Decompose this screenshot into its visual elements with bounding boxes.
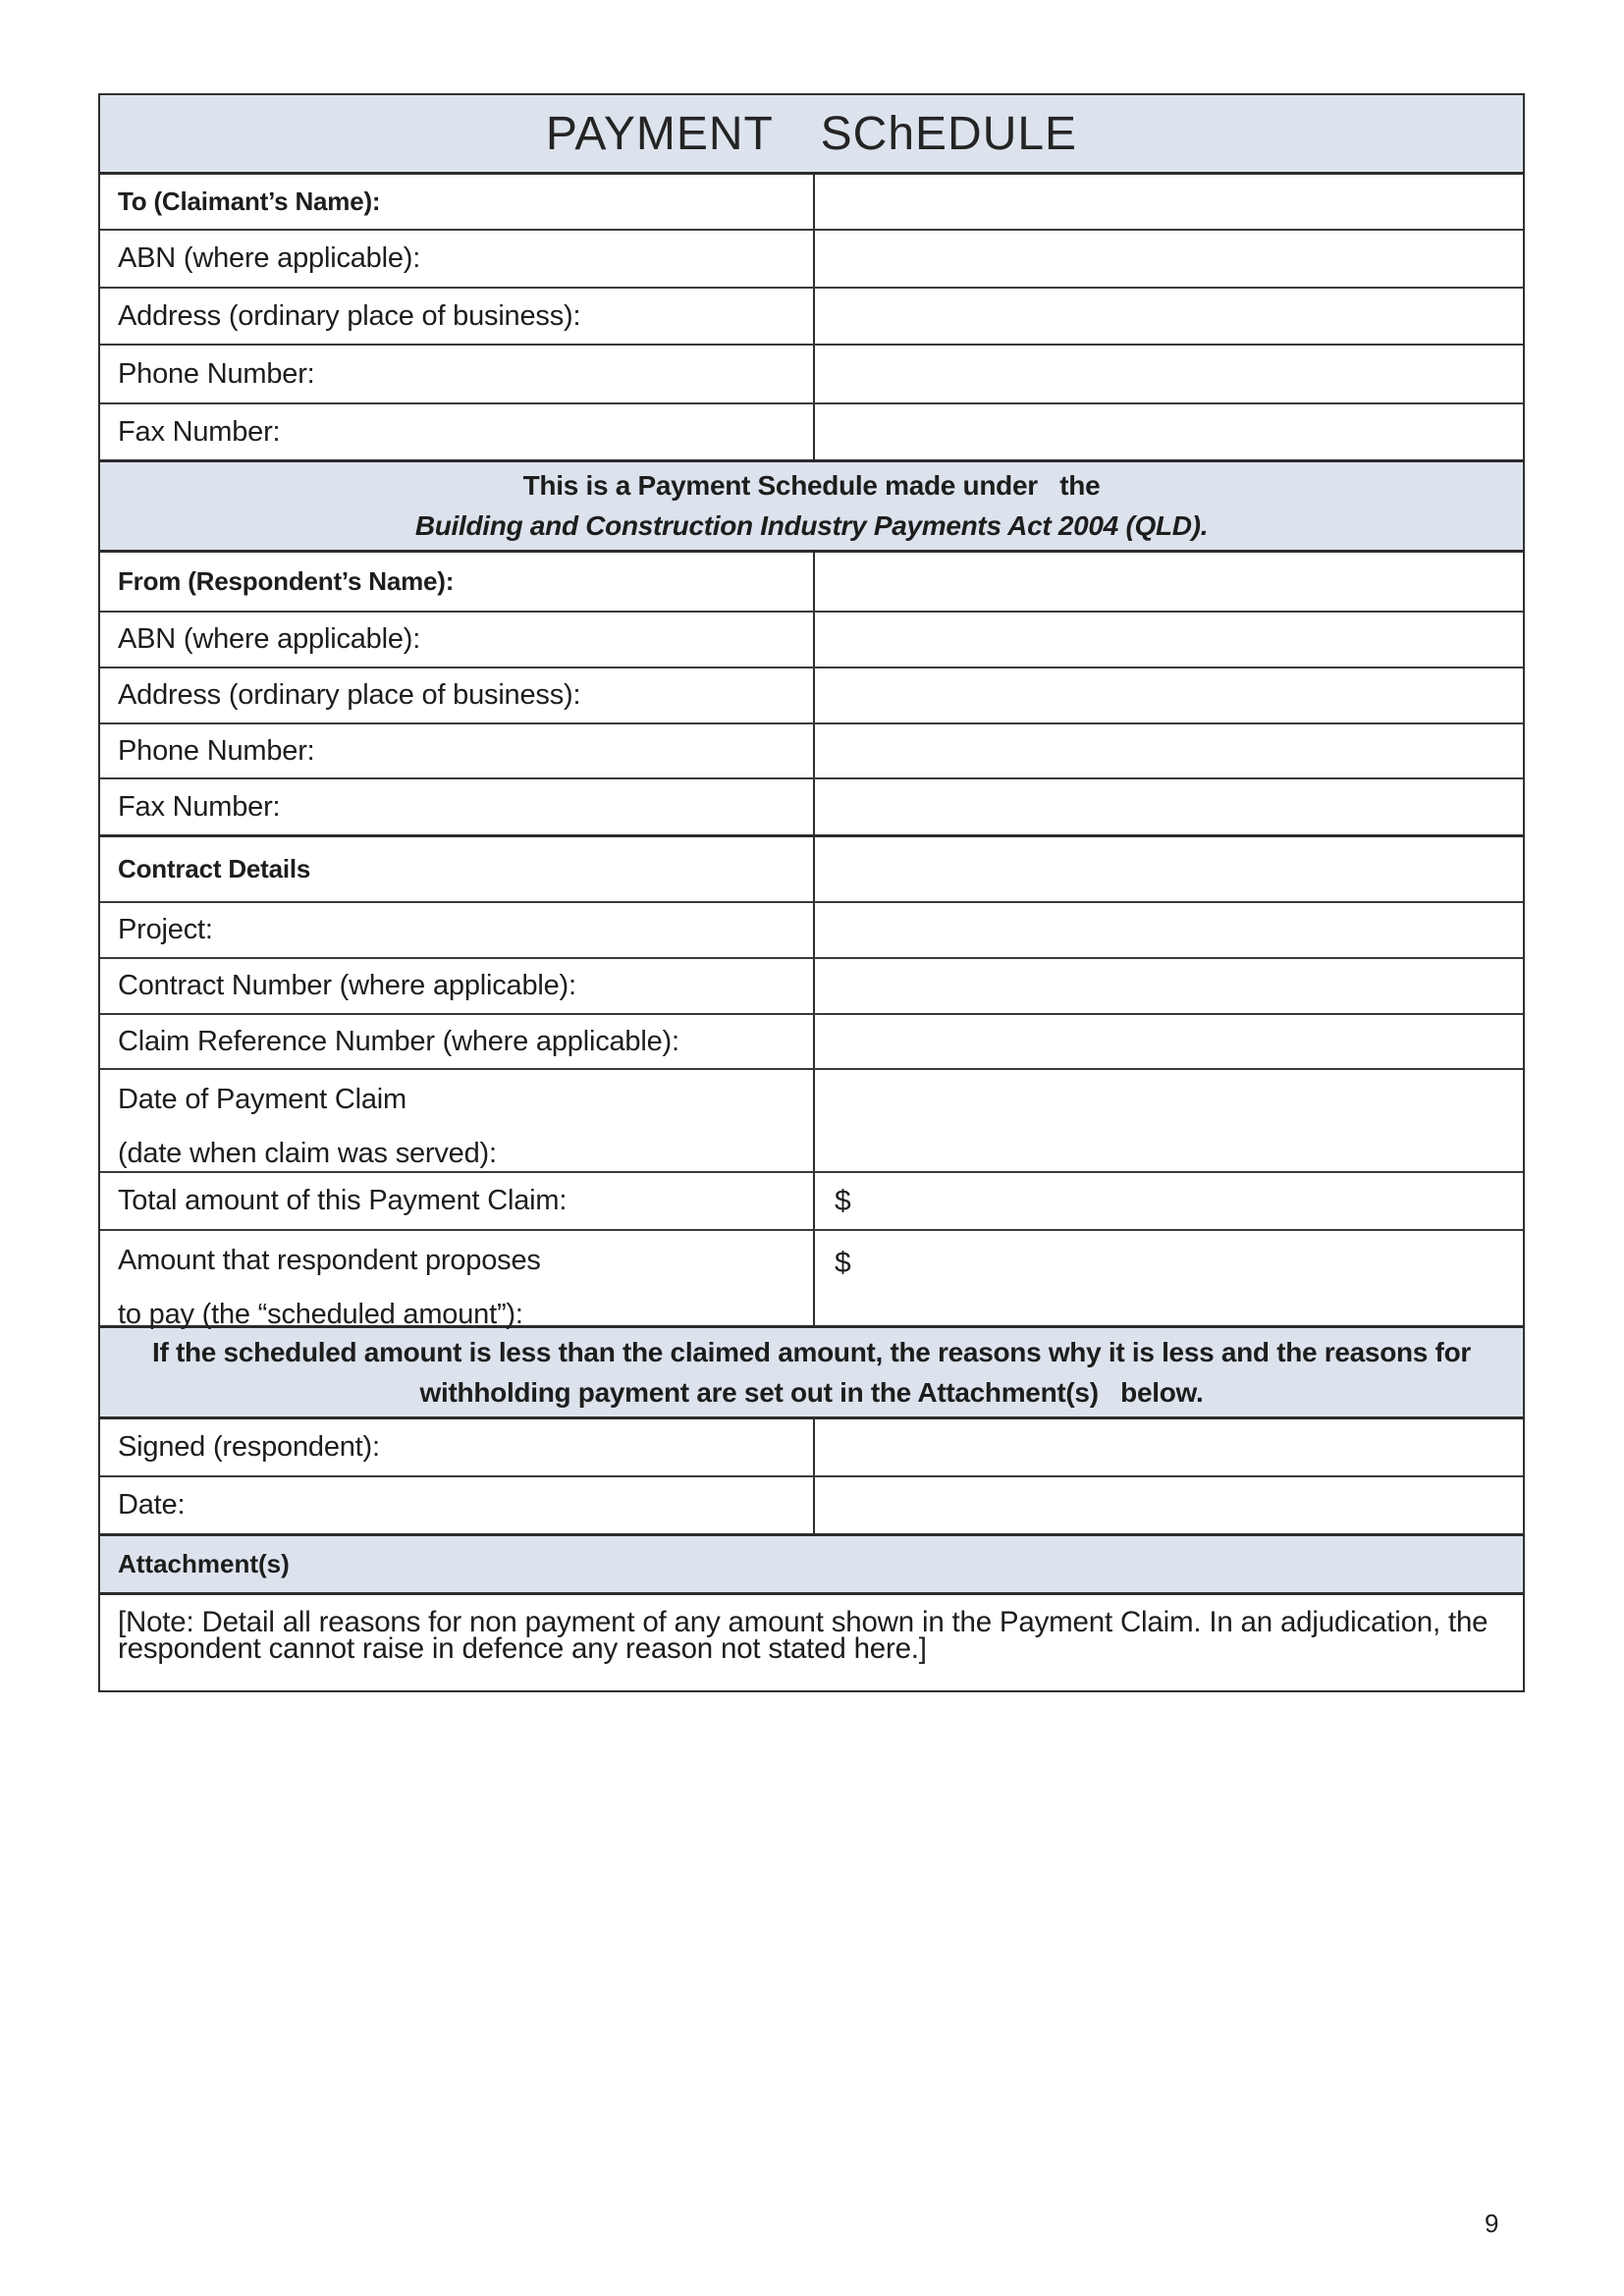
date-label: Date: <box>118 1489 186 1521</box>
respondent-name-input[interactable] <box>813 553 1523 611</box>
respondent-name-row <box>100 550 1523 611</box>
claim-date-label-line1: Date of Payment Claim <box>118 1084 406 1115</box>
contract-number-label: Contract Number (where applicable): <box>118 970 576 1001</box>
attachments-note: [Note: Detail all reasons for non payment of any amount shown in the Payment Claim. In an adjudication, the respondent cannot raise in defence any reason not stated here.] <box>118 1606 1489 1666</box>
claimant-address-row <box>100 287 1523 344</box>
attachments-header-row <box>100 1533 1523 1592</box>
respondent-phone-label: Phone Number: <box>118 734 315 767</box>
contract-details-header-row <box>100 834 1523 901</box>
respondent-fax-row <box>100 777 1523 834</box>
act-banner-row <box>100 459 1523 550</box>
dollar-sign: $ <box>835 1247 851 1279</box>
signed-label: Signed (respondent): <box>118 1431 380 1463</box>
contract-number-row <box>100 957 1523 1013</box>
project-label: Project: <box>118 914 213 945</box>
reasons-banner-line1: If the scheduled amount is less than the claimed amount, the reasons why it is less and the reasons for <box>151 1336 1471 1367</box>
contract-details-header: Contract Details <box>118 854 311 883</box>
contract-details-input[interactable] <box>813 837 1523 901</box>
contract-number-input[interactable] <box>813 959 1523 1013</box>
respondent-abn-label: ABN (where applicable): <box>118 623 421 655</box>
claimant-abn-input[interactable] <box>813 231 1523 287</box>
claimant-name-label: To (Claimant’s Name): <box>118 187 381 216</box>
form-title: PAYMENT SChEDULE <box>545 107 1078 160</box>
claim-reference-row <box>100 1013 1523 1068</box>
respondent-address-row <box>100 667 1523 722</box>
claimant-fax-input[interactable] <box>813 404 1523 459</box>
scheduled-amount-label-line1: Amount that respondent proposes <box>118 1245 541 1276</box>
project-row <box>100 901 1523 957</box>
page-number: 9 <box>1485 2209 1499 2238</box>
attachments-header: Attachment(s) <box>118 1549 290 1578</box>
reasons-banner-row <box>100 1325 1523 1416</box>
claimant-fax-label: Fax Number: <box>118 415 281 448</box>
respondent-address-label: Address (ordinary place of business): <box>118 679 581 711</box>
claimant-phone-input[interactable] <box>813 346 1523 402</box>
claimant-address-input[interactable] <box>813 289 1523 344</box>
respondent-phone-input[interactable] <box>813 724 1523 777</box>
scheduled-amount-input[interactable] <box>813 1231 1523 1325</box>
claimant-abn-label: ABN (where applicable): <box>118 242 421 274</box>
reasons-banner-line2: withholding payment are set out in the Attachment(s) below. <box>419 1376 1204 1408</box>
total-amount-input[interactable] <box>813 1173 1523 1229</box>
signed-row <box>100 1416 1523 1475</box>
claimant-phone-label: Phone Number: <box>118 357 315 390</box>
claim-date-label <box>100 1070 813 1171</box>
claim-reference-input[interactable] <box>813 1015 1523 1068</box>
claimant-address-label: Address (ordinary place of business): <box>118 299 581 332</box>
respondent-fax-input[interactable] <box>813 779 1523 834</box>
claim-date-input[interactable] <box>813 1070 1523 1171</box>
claim-date-label-line2: (date when claim was served): <box>118 1138 497 1169</box>
scheduled-amount-row <box>100 1229 1523 1330</box>
total-amount-label: Total amount of this Payment Claim: <box>118 1185 568 1216</box>
respondent-abn-row <box>100 611 1523 667</box>
date-input[interactable] <box>813 1477 1523 1533</box>
claimant-fax-row <box>100 402 1523 459</box>
claim-reference-label: Claim Reference Number (where applicable): <box>118 1025 679 1057</box>
project-input[interactable] <box>813 903 1523 957</box>
act-banner-line2: Building and Construction Industry Payments Act 2004 (QLD). <box>414 510 1209 541</box>
act-banner-line1: This is a Payment Schedule made under the <box>522 470 1101 501</box>
scheduled-amount-label <box>100 1231 813 1330</box>
signed-input[interactable] <box>813 1419 1523 1475</box>
claimant-abn-row <box>100 229 1523 287</box>
scheduled-amount-label-line2: to pay (the “scheduled amount”): <box>118 1299 523 1330</box>
claimant-name-input[interactable] <box>813 175 1523 229</box>
attachments-note-row[interactable] <box>100 1592 1523 1690</box>
dollar-sign: $ <box>835 1184 851 1217</box>
claimant-phone-row <box>100 344 1523 402</box>
respondent-fax-label: Fax Number: <box>118 790 281 823</box>
payment-schedule-table <box>98 93 1525 1692</box>
form-title-row <box>100 95 1523 172</box>
date-row <box>100 1475 1523 1533</box>
respondent-name-label: From (Respondent’s Name): <box>118 566 455 596</box>
total-amount-row <box>100 1171 1523 1229</box>
respondent-address-input[interactable] <box>813 668 1523 722</box>
respondent-abn-input[interactable] <box>813 613 1523 667</box>
claim-date-row <box>100 1068 1523 1171</box>
respondent-phone-row <box>100 722 1523 777</box>
claimant-name-row <box>100 172 1523 229</box>
